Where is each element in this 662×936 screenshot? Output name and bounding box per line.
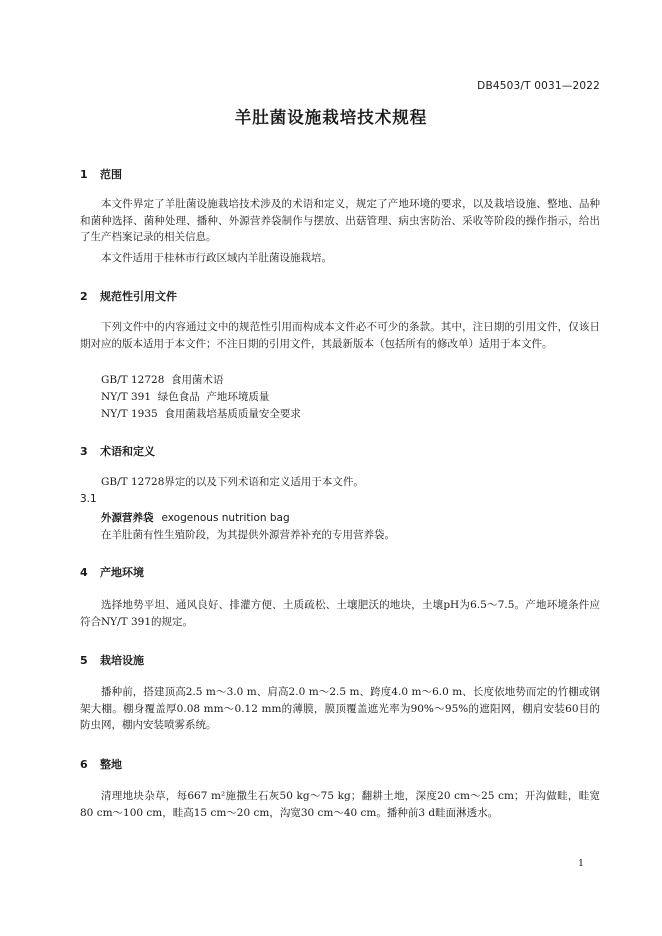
section-title: 范围 [100, 168, 122, 181]
reference-item: GB/T 12728 食用菌术语 [101, 374, 224, 386]
section-4-paragraph-1: 选择地势平坦、通风良好、排灌方便、土质疏松、土壤肥沃的地块，土壤pH为6.5～7.5。产地环境条件应符合NY/T 391的规定。 [80, 599, 600, 628]
section-title: 整地 [100, 758, 122, 771]
document-code: DB4503/T 0031—2022 [477, 80, 600, 92]
section-1-heading [80, 166, 122, 182]
page-number: 1 [577, 858, 584, 869]
section-title: 规范性引用文件 [100, 290, 177, 303]
section-number: 6 [80, 758, 88, 771]
section-3-heading [80, 443, 155, 459]
section-2-paragraph-1: 下列文件中的内容通过文中的规范性引用而构成本文件必不可少的条款。其中，注日期的引用文件，仅该日期对应的版本适用于本文件；不注日期的引用文件，其最新版本（包括所有的修改单）适用于本文件。 [80, 321, 600, 350]
term-name [101, 510, 290, 525]
section-5-heading [80, 652, 144, 668]
section-number: 5 [80, 654, 88, 667]
section-number: 3 [80, 445, 88, 458]
term-name-chinese: 外源营养袋 [101, 512, 154, 524]
section-1-paragraph-2: 本文件适用于桂林市行政区域内羊肚菌设施栽培。 [101, 252, 332, 264]
section-3-paragraph-1: GB/T 12728界定的以及下列术语和定义适用于本文件。 [101, 476, 364, 488]
term-number: 3.1 [80, 493, 97, 505]
term-name-english: exogenous nutrition bag [161, 512, 290, 524]
section-title: 产地环境 [100, 566, 144, 579]
section-title: 术语和定义 [100, 445, 155, 458]
section-5-paragraph-1: 播种前，搭建顶高2.5 m～3.0 m、肩高2.0 m～2.5 m、跨度4.0 m～6.0 m、长度依地势而定的竹棚或钢架大棚。棚身覆盖厚0.08 mm～0.12 mm的薄膜，膜顶覆盖遮光率为90%～95%的遮阳网，棚肩安装60目的防虫网，棚内安装喷雾系统。 [80, 686, 600, 731]
section-number: 1 [80, 168, 88, 181]
section-title: 栽培设施 [100, 654, 144, 667]
section-2-heading [80, 288, 177, 304]
section-6-paragraph-1: 清理地块杂草，每667 m²施撒生石灰50 kg～75 kg；翻耕土地，深度20 cm～25 cm；开沟做畦，畦宽80 cm～100 cm，畦高15 cm～20 cm，沟宽30 cm～40 cm。播种前3 d畦面淋透水。 [80, 790, 600, 819]
section-number: 2 [80, 290, 88, 303]
section-6-heading [80, 756, 122, 772]
section-1-paragraph-1: 本文件界定了羊肚菌设施栽培技术涉及的术语和定义，规定了产地环境的要求，以及栽培设施、整地、品种和菌种选择、菌种处理、播种、外源营养袋制作与摆放、出菇管理、病虫害防治、采收等阶段的操作指示，给出了生产档案记录的相关信息。 [80, 198, 600, 243]
term-definition: 在羊肚菌有性生殖阶段，为其提供外源营养补充的专用营养袋。 [101, 529, 395, 541]
section-4-heading [80, 564, 144, 580]
reference-item: NY/T 1935 食用菌栽培基质质量安全要求 [101, 408, 301, 420]
section-number: 4 [80, 566, 88, 579]
reference-item: NY/T 391 绿色食品 产地环境质量 [101, 391, 270, 403]
document-title: 羊肚菌设施栽培技术规程 [234, 108, 428, 127]
